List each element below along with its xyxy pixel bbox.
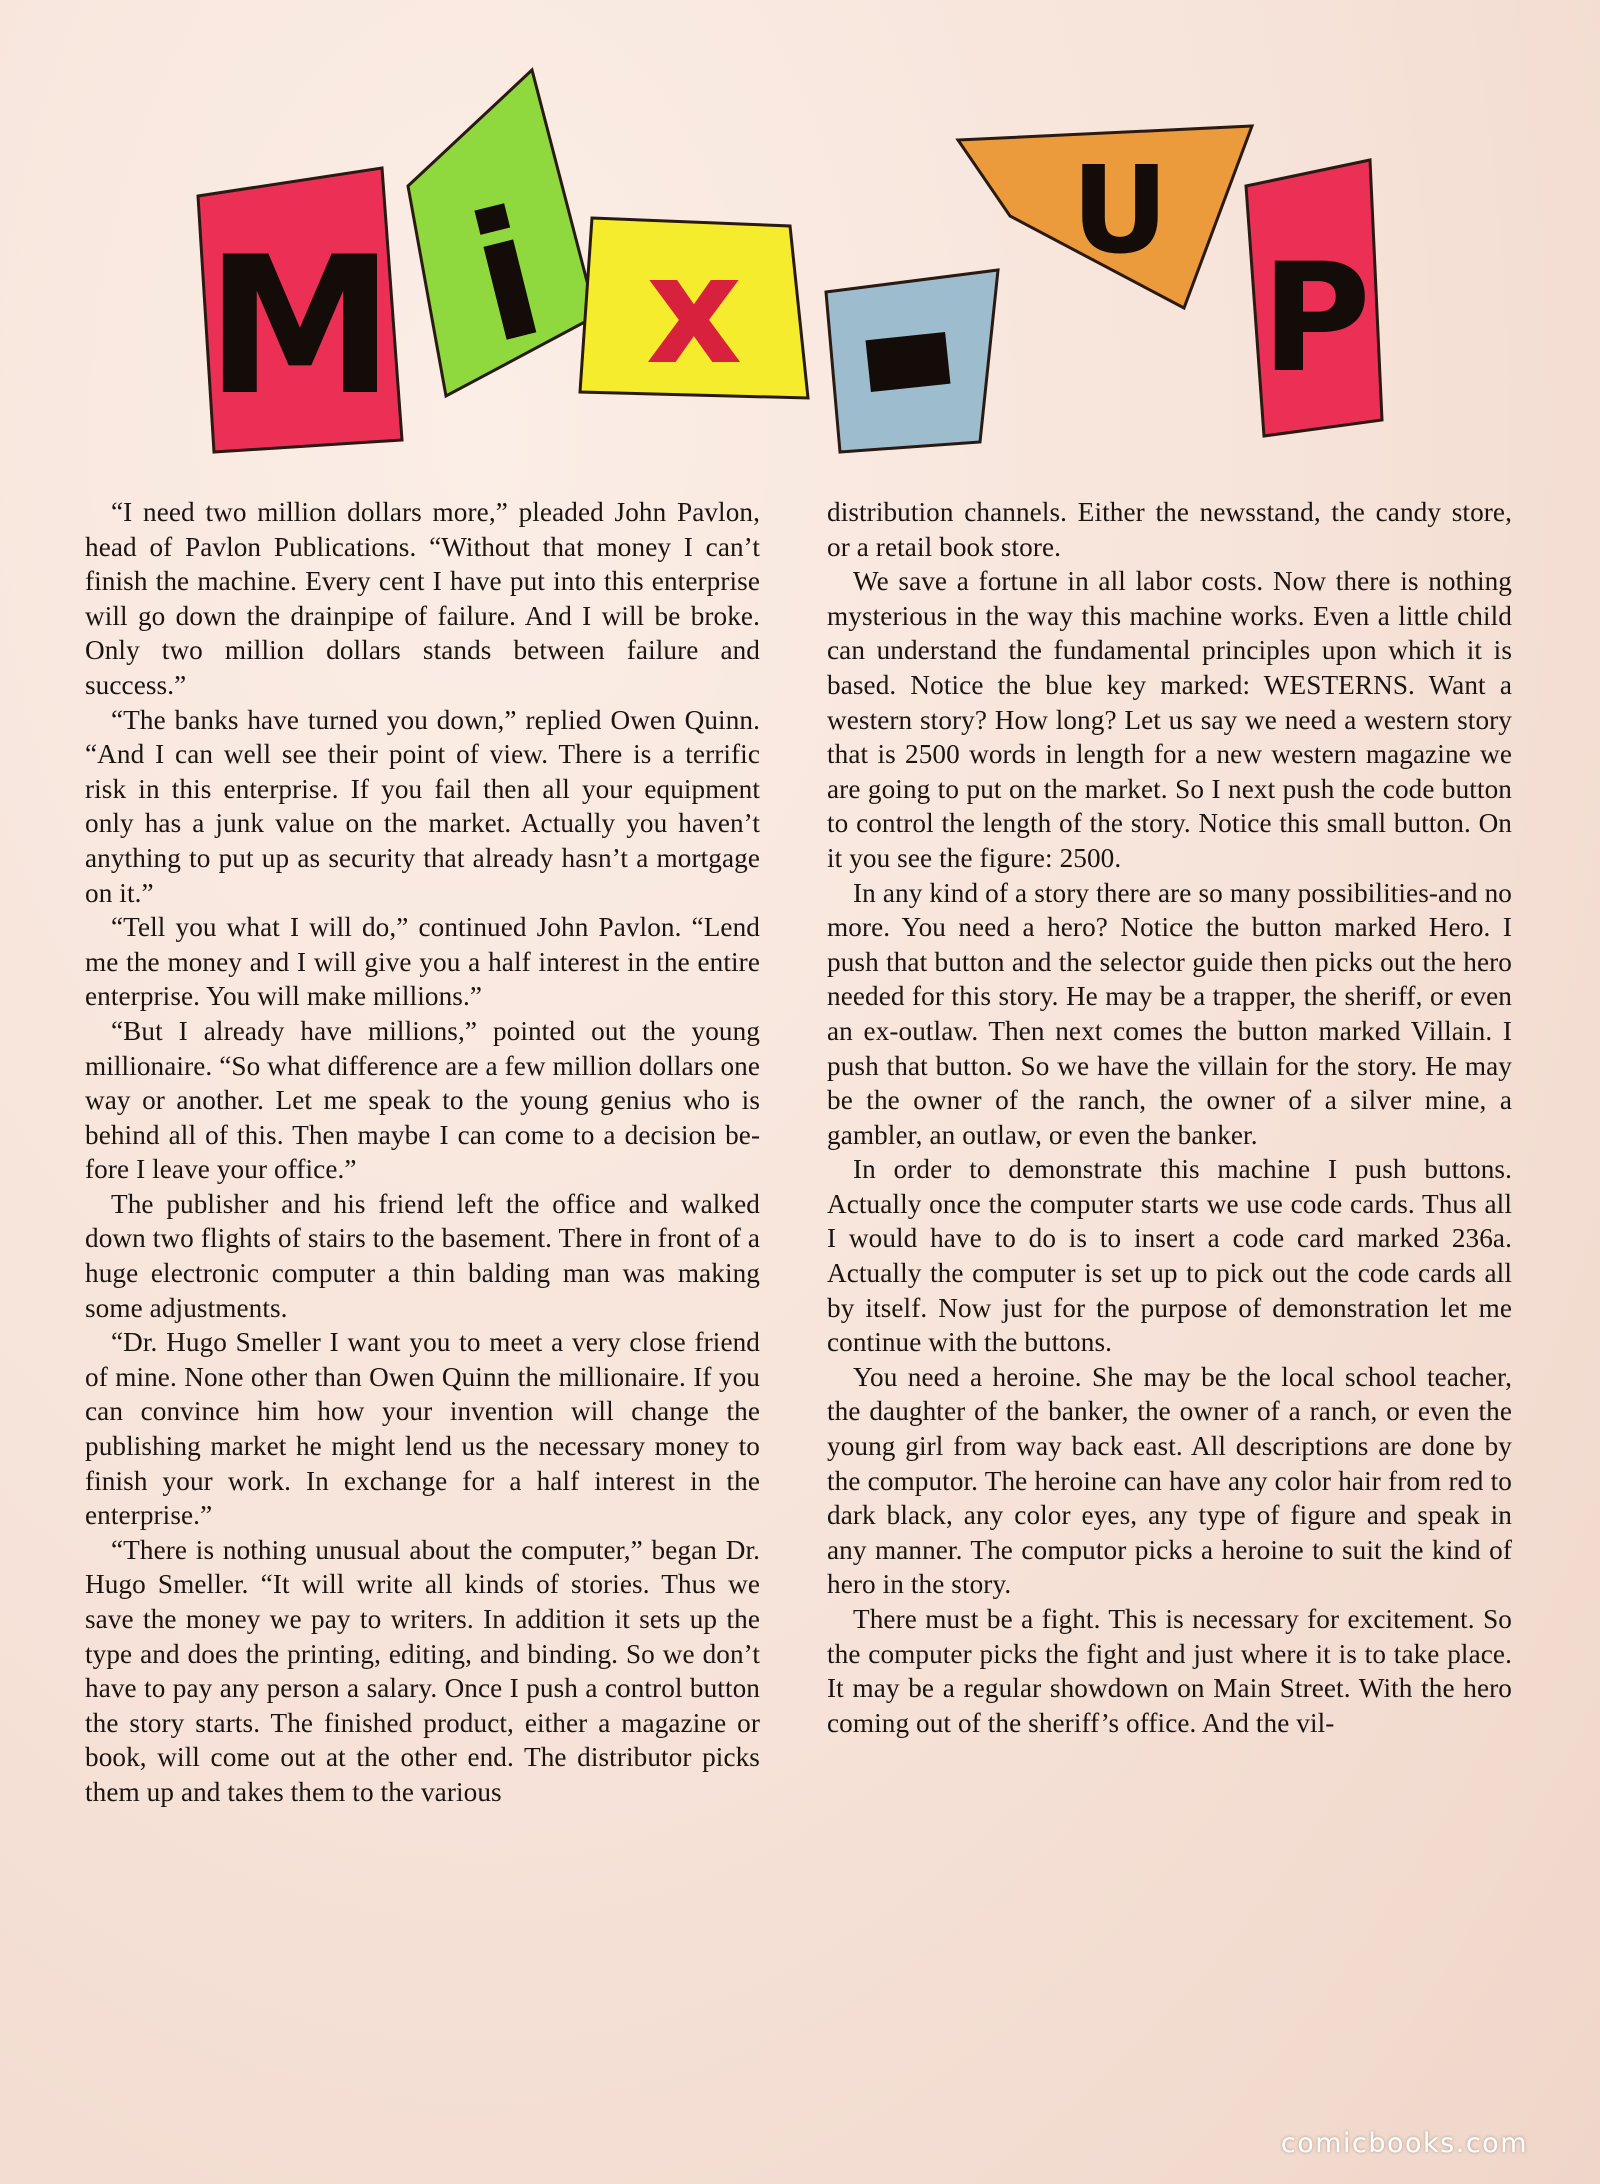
paragraph: “The banks have turned you down,” replied Owen Quinn. “And I can well see their point of view. There is a terrific risk in this enterprise. If you fail then all your equipment only has a junk value on the market. Actually you haven’t anything to put up as security that already hasn’t a mortgage on it.” (85, 704, 760, 908)
paragraph-continuation: distribution channels. Either the newsstand, the candy store, or a retail book store. (827, 497, 1512, 562)
paragraph: “I need two million dollars more,” pleaded John Pavlon, head of Pavlon Publications. “Without that money I can’t finish the machine. Every cent I have put into this enterprise will go down the drainpipe of failure. And I will be broke. Only two million dollars stands between failure and success.” (85, 497, 760, 700)
title-letter-x: x (645, 224, 743, 398)
title-tile-x (580, 218, 808, 398)
paragraph: There must be a fight. This is necessary for excitement. So the computer picks the fight and just where it is to take place. It may be a regular showdown on Main Street. With the hero coming out of the sheriff’s office. And the vil- (827, 1604, 1512, 1738)
left-text-column (85, 495, 760, 1810)
paragraph: “But I already have millions,” pointed out the young millionaire. “So what difference are a few million dollars one way or another. Let me speak to the young genius who is behind all of this. Then maybe I can come to a decision before I leave your office.” (85, 1015, 760, 1185)
paragraph: “There is nothing unusual about the computer,” began Dr. Hugo Smeller. “It will write all kinds of stories. Thus we save the money we pay to writers. In addition it sets up the type and does the printing, editing, and binding. So we don’t have to pay any person a salary. Once I push a control button the story starts. The finished product, either a magazine or book, will come out at the other end. The distributor picks them up and takes them to the various (85, 1534, 760, 1807)
title-letter-dash: - (0, 0, 1, 1)
title-tile-i (408, 70, 596, 396)
title-tile-u (958, 126, 1252, 308)
paragraph: We save a fortune in all labor costs. Now there is nothing mysterious in the way this machine works. Even a little child can understand the fundamental principles upon which it is based. Notice the blue key marked: WESTERNS. Want a western story? How long? Let us say we need a western story that is 2500 words in length for a new western magazine we are going to put on the market. So I next push the code button to control the length of the story. Notice this small button. On it you see the figure: 2500. (827, 566, 1512, 873)
right-text-column (827, 495, 1512, 1740)
paragraph: The publisher and his friend left the office and walked down two flights of stairs to the basement. There in front of a huge electronic computer a thin balding man was making some adjustments. (85, 1188, 760, 1323)
title-dash-bar (866, 332, 951, 392)
title-letter-u: U (1071, 142, 1169, 281)
paragraph: In any kind of a story there are so many possibilities-and no more. You need a hero? Notice the button marked Hero. I push that button and the selector guide then picks out the hero needed for this story. He may be a trapper, the sheriff, or even an ex-outlaw. Then next comes the button marked Villain. I push that button. So we have the villain for the story. He may be the owner of the ranch, the owner of a silver mine, a gambler, an outlaw, or even the banker. (827, 877, 1512, 1150)
paragraph: “Tell you what I will do,” continued John Pavlon. “Lend me the money and I will give you a half interest in the entire enterprise. You will make millions.” (85, 912, 760, 1012)
paragraph: In order to demonstrate this machine I push buttons. Actually once the computer starts we use code cards. Thus all I would have to do is to insert a code card marked 236a. Actually the computer is set up to pick out the code cards all by itself. Now just for the purpose of demonstration let me continue with the buttons. (827, 1154, 1512, 1358)
paragraph: “Dr. Hugo Smeller I want you to meet a very close friend of mine. None other than Owen Quinn the millionaire. If you can convince him how your invention will change the publishing market he might lend us the necessary money to finish your work. In exchange for a half interest in the enterprise.” (85, 1327, 760, 1531)
title-letter-m: M (205, 216, 395, 437)
watermark: comicbooks.com (1280, 2128, 1528, 2159)
title-letter-i: i (453, 172, 561, 384)
title-tile-p (1246, 160, 1382, 436)
title-tile-m (198, 168, 402, 452)
paragraph: You need a heroine. She may be the local school teacher, the daughter of the banker, the owner of a ranch, or even the young girl from way back east. All descriptions are done by the computor. The heroine can have any color hair from red to dark black, any color eyes, any type of figure and speak in any manner. The computor picks a heroine to suit the kind of hero in the story. (827, 1361, 1512, 1600)
title-banner (0, 0, 1600, 470)
title-letter-p: P (1261, 232, 1371, 406)
